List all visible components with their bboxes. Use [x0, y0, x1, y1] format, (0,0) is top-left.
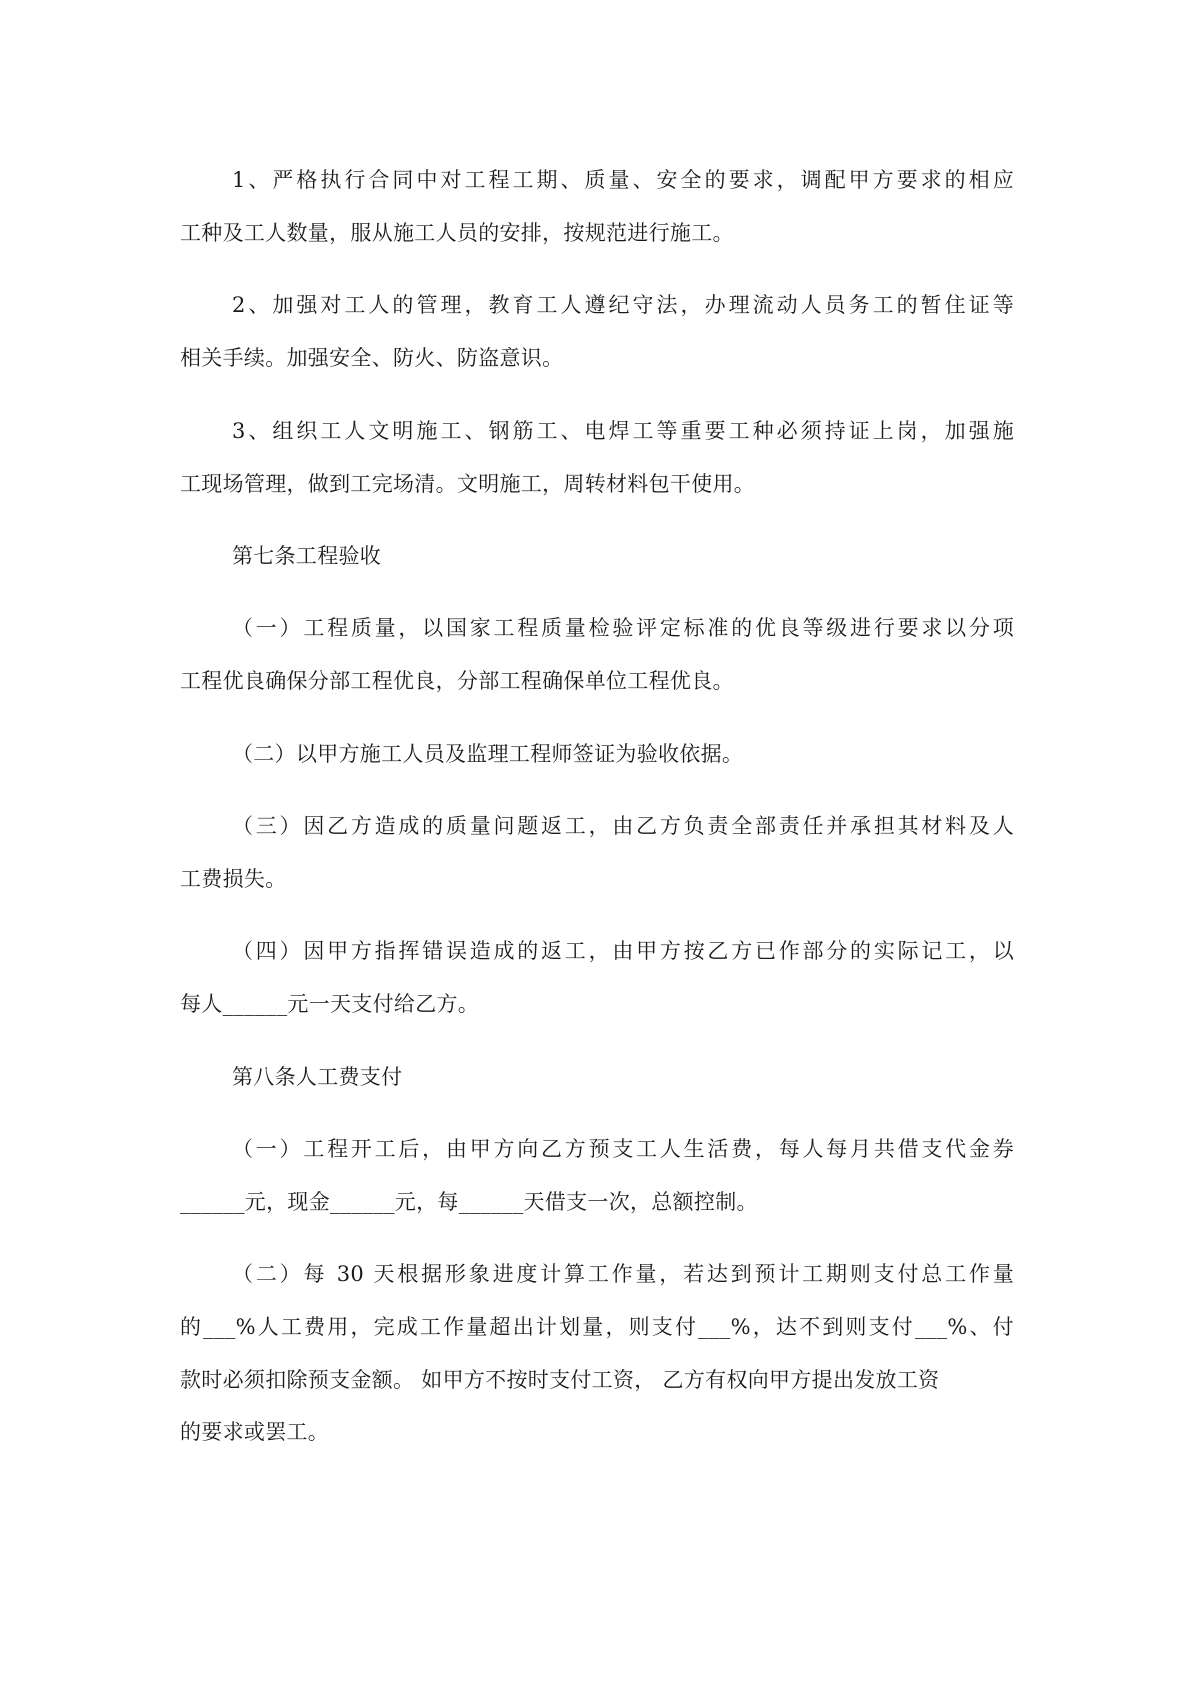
article-7-item-3-line-2: 工费损失。: [180, 867, 287, 891]
clause-2-line-1: 2、加强对工人的管理，教育工人遵纪守法，办理流动人员务工的暂住证等: [232, 293, 1014, 317]
article-7-item-1-line-1: （一）工程质量，以国家工程质量检验评定标准的优良等级进行要求以分项: [232, 616, 1014, 640]
clause-1-line-1: 1、严格执行合同中对工程工期、质量、安全的要求，调配甲方要求的相应: [232, 168, 1014, 192]
clause-2-line-2: 相关手续。加强安全、防火、防盗意识。: [180, 346, 564, 370]
clause-3-line-1: 3、组织工人文明施工、钢筋工、电焊工等重要工种必须持证上岗，加强施: [232, 419, 1014, 443]
article-7-item-2: （二）以甲方施工人员及监理工程师签证为验收依据。: [232, 742, 744, 766]
article-8-item-1-line-1: （一）工程开工后，由甲方向乙方预支工人生活费，每人每月共借支代金券: [232, 1137, 1014, 1161]
article-7-item-1-line-2: 工程优良确保分部工程优良，分部工程确保单位工程优良。: [180, 669, 734, 693]
article-7-item-4-line-1: （四）因甲方指挥错误造成的返工，由甲方按乙方已作部分的实际记工，以: [232, 939, 1014, 963]
article-7-heading: 第七条工程验收: [232, 544, 382, 568]
article-8-heading: 第八条人工费支付: [232, 1065, 403, 1089]
article-8-item-1-line-2: ______元，现金______元，每______天借支一次，总额控制。: [180, 1190, 758, 1214]
article-8-item-2-line-2: 的___%人工费用，完成工作量超出计划量，则支付___%，达不到则支付___%、付: [180, 1315, 1014, 1339]
article-8-item-2-line-1: （二）每 30 天根据形象进度计算工作量，若达到预计工期则支付总工作量: [232, 1262, 1014, 1286]
article-8-item-2-line-3: 款时必须扣除预支金额。 如甲方不按时支付工资， 乙方有权向甲方提出发放工资: [180, 1368, 940, 1392]
article-8-item-2-line-4: 的要求或罢工。: [180, 1420, 330, 1444]
clause-1-line-2: 工种及工人数量，服从施工人员的安排，按规范进行施工。: [180, 221, 734, 245]
article-7-item-4-line-2: 每人______元一天支付给乙方。: [180, 992, 480, 1016]
article-7-item-3-line-1: （三）因乙方造成的质量问题返工，由乙方负责全部责任并承担其材料及人: [232, 814, 1014, 838]
clause-3-line-2: 工现场管理，做到工完场清。文明施工，周转材料包干使用。: [180, 472, 756, 496]
